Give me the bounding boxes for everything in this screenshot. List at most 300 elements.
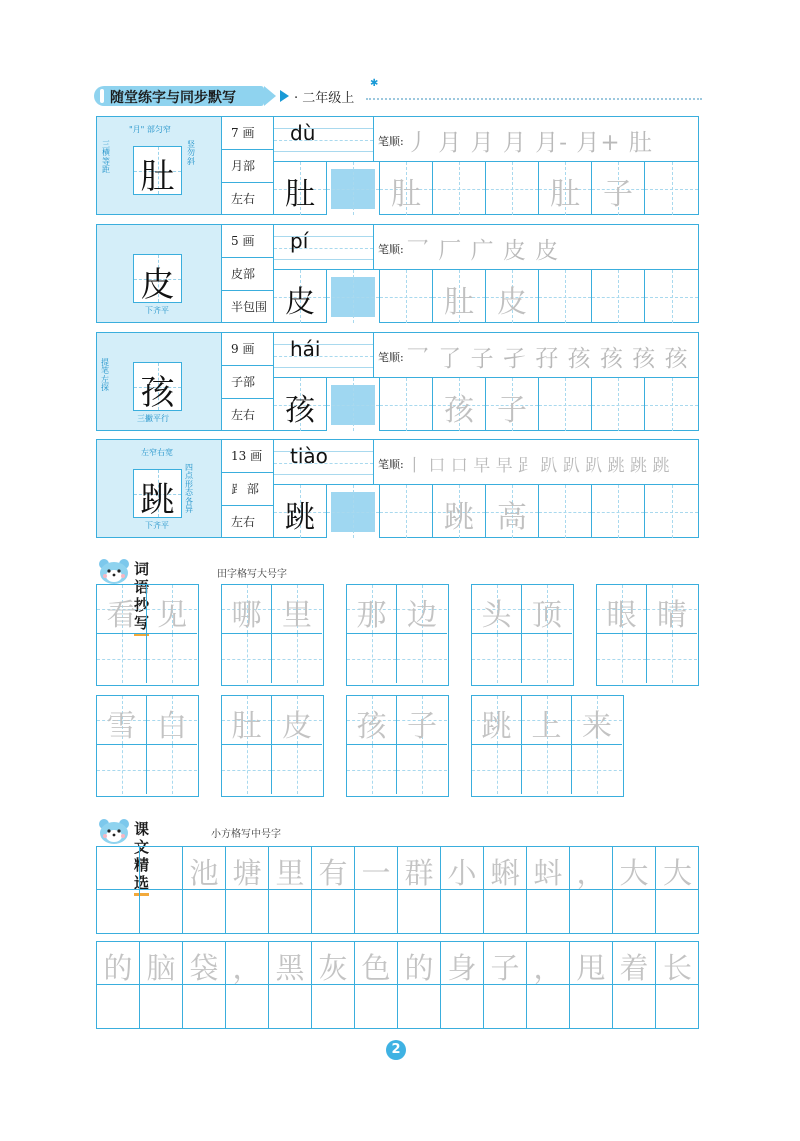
square-cell[interactable]	[97, 890, 140, 933]
practice-cell[interactable]	[327, 162, 380, 215]
header-tab-marker	[100, 89, 104, 103]
square-cell[interactable]	[527, 847, 570, 890]
tianzige-cell[interactable]	[397, 585, 447, 634]
word-character-column	[522, 585, 572, 684]
pinyin-box	[274, 117, 374, 162]
word-copy-box	[596, 584, 699, 686]
character-model-panel	[96, 439, 222, 538]
trace-character: 跳	[444, 500, 474, 535]
practice-row	[274, 162, 699, 215]
word-copy-box	[221, 695, 324, 797]
pinyin-lines	[274, 128, 373, 152]
square-cell[interactable]	[656, 985, 699, 1028]
tianzige-cell[interactable]	[97, 634, 147, 683]
tianzige-cell[interactable]	[272, 585, 322, 634]
trace-character: 黑	[275, 951, 305, 985]
square-cell[interactable]	[140, 942, 183, 985]
square-cell[interactable]	[269, 942, 312, 985]
square-cell[interactable]	[183, 890, 226, 933]
trace-character: 蝌	[490, 856, 520, 890]
trace-character: 有	[318, 856, 348, 890]
model-character: 肚	[140, 157, 175, 197]
trace-character: 群	[404, 856, 434, 890]
square-cell[interactable]	[527, 890, 570, 933]
stroke-order-box	[374, 225, 698, 270]
practice-cell[interactable]	[327, 485, 380, 538]
trace-character: 肚	[550, 177, 580, 212]
info-radical: 皮部	[222, 258, 273, 291]
word-character-column	[147, 585, 197, 684]
square-cell[interactable]	[312, 985, 355, 1028]
trace-character: 见	[157, 598, 187, 633]
square-cell[interactable]	[613, 985, 656, 1028]
tianzige-cell[interactable]	[147, 585, 197, 634]
stroke-order-box	[374, 440, 698, 485]
trace-character: 的	[404, 951, 434, 985]
trace-character: 肚	[444, 285, 474, 320]
character-model-panel	[96, 224, 222, 323]
square-cell[interactable]	[656, 890, 699, 933]
info-structure: 左右	[231, 192, 256, 206]
square-cell[interactable]	[269, 985, 312, 1028]
model-character: 皮	[140, 265, 175, 305]
square-cell[interactable]	[355, 942, 398, 985]
tianzige-cell[interactable]	[347, 634, 397, 683]
square-cell[interactable]	[484, 942, 527, 985]
square-cell[interactable]	[355, 890, 398, 933]
word-character-column	[272, 696, 322, 795]
square-cell[interactable]	[570, 942, 613, 985]
trace-character: 那	[356, 598, 387, 633]
word-character-column	[97, 585, 147, 684]
trace-character: 里	[275, 856, 305, 890]
practice-cell[interactable]	[274, 485, 327, 538]
trace-character: 小	[447, 856, 477, 890]
character-practice-area	[274, 224, 699, 323]
word-copy-box	[346, 695, 449, 797]
page-header	[94, 78, 702, 108]
grid-row	[97, 890, 698, 933]
trace-character: 子	[603, 177, 633, 212]
writing-tip: 提笔左探	[101, 358, 109, 393]
tianzige-cell[interactable]	[522, 745, 572, 794]
trace-character: 皮	[282, 709, 312, 744]
stroke-order-box	[374, 333, 698, 378]
practice-cell[interactable]	[380, 378, 433, 431]
tianzige-cell[interactable]	[397, 745, 447, 794]
tianzige-cell[interactable]	[572, 696, 622, 745]
square-cell[interactable]	[97, 847, 140, 890]
square-cell[interactable]	[355, 847, 398, 890]
writing-tip: 下齐平	[145, 306, 169, 315]
square-cell[interactable]	[312, 847, 355, 890]
word-character-column	[222, 585, 272, 684]
pinyin-lines	[274, 236, 373, 260]
practice-cell[interactable]	[592, 485, 645, 538]
practice-cell[interactable]	[274, 270, 327, 323]
character-model-panel	[96, 116, 222, 215]
tianzige-cell[interactable]	[222, 696, 272, 745]
tianzige-cell[interactable]	[397, 634, 447, 683]
trace-character: 看	[106, 598, 137, 633]
info-structure: 左右	[231, 515, 256, 529]
word-character-column	[272, 585, 322, 684]
practice-cell[interactable]	[539, 162, 592, 215]
word-character-column	[572, 696, 622, 795]
practice-cell[interactable]	[433, 162, 486, 215]
practice-cell[interactable]	[539, 378, 592, 431]
trace-character: 上	[531, 709, 562, 744]
trace-character: 大	[662, 856, 692, 890]
practice-cell[interactable]	[433, 485, 486, 538]
square-cell[interactable]	[484, 890, 527, 933]
practice-cell[interactable]	[592, 162, 645, 215]
trace-character: 哪	[231, 598, 262, 633]
trace-character: 跳	[285, 500, 315, 535]
trace-character: 眼	[606, 598, 637, 633]
model-character: 跳	[140, 480, 175, 520]
character-row	[96, 224, 699, 323]
square-cell[interactable]	[398, 942, 441, 985]
tianzige-cell[interactable]	[472, 585, 522, 634]
trace-character: 着	[619, 951, 649, 985]
pinyin-text: dù	[290, 121, 316, 145]
square-cell[interactable]	[613, 942, 656, 985]
square-cell[interactable]	[398, 847, 441, 890]
square-cell[interactable]	[656, 942, 699, 985]
bear-mascot-icon	[96, 818, 134, 846]
square-cell[interactable]	[398, 890, 441, 933]
word-character-column	[597, 585, 647, 684]
pinyin-box	[274, 333, 374, 378]
pinyin-box	[274, 225, 374, 270]
model-character: 孩	[140, 373, 175, 413]
square-cell[interactable]	[441, 890, 484, 933]
writing-tip: 四点形态各异	[185, 463, 193, 514]
practice-cell[interactable]	[433, 270, 486, 323]
practice-cell[interactable]	[645, 485, 698, 538]
info-radical: 子部	[222, 366, 273, 399]
word-character-column	[347, 585, 397, 684]
bear-mascot-icon	[96, 558, 134, 586]
square-cell[interactable]	[527, 942, 570, 985]
practice-cell[interactable]	[539, 270, 592, 323]
practice-cell[interactable]	[274, 378, 327, 431]
trace-character: 脑	[146, 951, 176, 985]
square-cell[interactable]	[441, 942, 484, 985]
tianzige-model-grid	[133, 362, 182, 411]
stroke-order-label: 笔顺:	[378, 243, 404, 256]
trace-character: 大	[619, 856, 649, 890]
practice-cell[interactable]	[274, 162, 327, 215]
practice-row	[274, 270, 699, 323]
tianzige-cell[interactable]	[522, 585, 572, 634]
square-cell[interactable]	[441, 847, 484, 890]
tianzige-cell[interactable]	[597, 585, 647, 634]
square-cell[interactable]	[312, 890, 355, 933]
tianzige-cell[interactable]	[522, 634, 572, 683]
trace-character: 孩	[356, 709, 387, 744]
trace-character: 长	[662, 951, 692, 985]
tianzige-model-grid	[133, 146, 182, 195]
word-character-column	[347, 696, 397, 795]
practice-cell[interactable]	[486, 485, 539, 538]
practice-cell[interactable]	[327, 270, 380, 323]
info-structure: 半包围	[231, 300, 268, 314]
trace-character: 跳	[481, 709, 512, 744]
pinyin-lines	[274, 344, 373, 368]
trace-character: 甩	[576, 951, 606, 985]
grid-row	[97, 847, 698, 890]
character-info	[222, 439, 274, 538]
practice-row	[274, 378, 699, 431]
info-strokes: 7 画	[222, 117, 273, 150]
info-strokes: 5 画	[222, 225, 273, 258]
tianzige-cell[interactable]	[222, 745, 272, 794]
square-cell[interactable]	[183, 942, 226, 985]
square-cell[interactable]	[97, 942, 140, 985]
words-section-title: 词语抄写	[134, 560, 149, 636]
word-copy-box	[471, 584, 574, 686]
square-cell[interactable]	[441, 985, 484, 1028]
word-copy-box	[471, 695, 624, 797]
tianzige-cell[interactable]	[97, 585, 147, 634]
stroke-order-label: 笔顺:	[378, 458, 404, 471]
word-copy-box	[96, 695, 199, 797]
tianzige-cell[interactable]	[472, 634, 522, 683]
square-cell[interactable]	[355, 985, 398, 1028]
header-divider	[366, 98, 702, 100]
practice-cell[interactable]	[486, 162, 539, 215]
tianzige-cell[interactable]	[272, 745, 322, 794]
tianzige-cell[interactable]	[522, 696, 572, 745]
pinyin-text: hái	[290, 337, 321, 361]
highlight-block	[331, 277, 375, 317]
tianzige-cell[interactable]	[572, 745, 622, 794]
square-cell[interactable]	[269, 890, 312, 933]
trace-character: 子	[490, 951, 520, 985]
word-copy-box	[221, 584, 324, 686]
highlight-block	[331, 169, 375, 209]
square-cell[interactable]	[656, 847, 699, 890]
tianzige-cell[interactable]	[397, 696, 447, 745]
square-grid-block	[96, 846, 699, 934]
trace-character: 蚪	[533, 856, 563, 890]
character-practice-area	[274, 332, 699, 431]
pinyin-text: pí	[290, 229, 309, 253]
square-cell[interactable]	[484, 985, 527, 1028]
square-cell[interactable]	[140, 890, 183, 933]
trace-character: 身	[447, 951, 477, 985]
practice-cell[interactable]	[486, 378, 539, 431]
trace-character: 里	[282, 598, 312, 633]
sparkle-icon: ✱	[370, 78, 379, 89]
tianzige-cell[interactable]	[222, 585, 272, 634]
word-character-column	[472, 696, 522, 795]
highlight-block	[331, 492, 375, 532]
word-copy-box	[346, 584, 449, 686]
square-cell[interactable]	[398, 985, 441, 1028]
trace-character: 色	[361, 951, 391, 985]
character-row	[96, 332, 699, 431]
character-info	[222, 332, 274, 431]
square-cell[interactable]	[613, 890, 656, 933]
square-cell[interactable]	[140, 985, 183, 1028]
practice-cell[interactable]	[539, 485, 592, 538]
tianzige-cell[interactable]	[147, 634, 197, 683]
square-cell[interactable]	[226, 890, 269, 933]
character-model-panel	[96, 332, 222, 431]
square-cell[interactable]	[140, 847, 183, 890]
square-grid-block	[96, 941, 699, 1029]
practice-cell[interactable]	[645, 378, 698, 431]
tianzige-cell[interactable]	[97, 745, 147, 794]
tianzige-cell[interactable]	[472, 696, 522, 745]
word-character-column	[97, 696, 147, 795]
trace-character: 头	[481, 598, 512, 633]
square-cell[interactable]	[97, 985, 140, 1028]
square-cell[interactable]	[183, 985, 226, 1028]
square-cell[interactable]	[183, 847, 226, 890]
practice-cell[interactable]	[380, 270, 433, 323]
trace-character: 顶	[532, 598, 562, 633]
square-cell[interactable]	[570, 847, 613, 890]
header-title: 随堂练字与同步默写	[110, 90, 236, 106]
square-cell[interactable]	[226, 985, 269, 1028]
trace-character: 子	[407, 709, 437, 744]
stroke-order-sequence: 乛 了 子 孑 孖 孩 孩 孩 孩	[406, 346, 689, 372]
stroke-order-label: 笔顺:	[378, 135, 404, 148]
trace-character: 来	[582, 709, 612, 744]
tianzige-cell[interactable]	[647, 634, 697, 683]
header-grade: · 二年级上	[294, 91, 355, 106]
writing-tip: 竖勿斜	[187, 140, 195, 166]
word-copy-box	[96, 584, 199, 686]
practice-cell[interactable]	[380, 485, 433, 538]
tianzige-cell[interactable]	[97, 696, 147, 745]
trace-character: 肚	[231, 709, 262, 744]
square-cell[interactable]	[613, 847, 656, 890]
character-info	[222, 116, 274, 215]
word-character-column	[522, 696, 572, 795]
trace-character: ，	[232, 951, 262, 985]
trace-character: 白	[157, 709, 187, 744]
trace-character: 的	[103, 951, 133, 985]
trace-character: 皮	[497, 285, 527, 320]
tianzige-cell[interactable]	[222, 634, 272, 683]
tianzige-model-grid	[133, 469, 182, 518]
trace-character: 雪	[106, 709, 137, 744]
square-cell[interactable]	[570, 985, 613, 1028]
tianzige-cell[interactable]	[347, 585, 397, 634]
word-character-column	[397, 696, 447, 795]
practice-cell[interactable]	[592, 378, 645, 431]
tianzige-cell[interactable]	[347, 696, 397, 745]
character-practice-area	[274, 116, 699, 215]
trace-character: 灰	[318, 951, 348, 985]
trace-character: 皮	[285, 285, 315, 320]
trace-character: 一	[361, 856, 391, 890]
stroke-order-sequence: 丿 月 月 月 月- 月+ 肚	[406, 130, 653, 156]
word-character-column	[472, 585, 522, 684]
words-section-subtitle: 田字格写大号字	[217, 569, 287, 580]
arrow-icon	[280, 90, 289, 102]
trace-character: ，	[576, 856, 606, 890]
tianzige-cell[interactable]	[147, 696, 197, 745]
grid-row	[97, 942, 698, 985]
trace-character: 高	[497, 500, 527, 535]
square-cell[interactable]	[312, 942, 355, 985]
tianzige-cell[interactable]	[147, 745, 197, 794]
writing-tip: 左窄右宽	[141, 448, 173, 457]
writing-tip: "月" 部匀窄	[129, 125, 171, 134]
trace-character: 肚	[285, 177, 315, 212]
writing-tip: 三撇平行	[137, 414, 169, 423]
pinyin-text: tiào	[290, 444, 328, 468]
writing-tip: 三横等距	[102, 140, 110, 175]
square-cell[interactable]	[527, 985, 570, 1028]
info-radical: 月部	[222, 150, 273, 183]
character-info	[222, 224, 274, 323]
tianzige-cell[interactable]	[347, 745, 397, 794]
stroke-order-box	[374, 117, 698, 162]
trace-character: 塘	[232, 856, 262, 890]
text-section-title: 课文精选	[134, 820, 149, 896]
practice-cell[interactable]	[645, 270, 698, 323]
practice-cell[interactable]	[645, 162, 698, 215]
trace-character: 孩	[285, 393, 315, 428]
square-cell[interactable]	[269, 847, 312, 890]
trace-character: 边	[407, 598, 437, 633]
stroke-order-label: 笔顺:	[378, 351, 404, 364]
square-cell[interactable]	[226, 942, 269, 985]
practice-cell[interactable]	[380, 162, 433, 215]
word-character-column	[147, 696, 197, 795]
square-cell[interactable]	[484, 847, 527, 890]
word-character-column	[647, 585, 697, 684]
tianzige-cell[interactable]	[272, 696, 322, 745]
tianzige-cell[interactable]	[647, 585, 697, 634]
grid-row	[97, 985, 698, 1028]
tianzige-model-grid	[133, 254, 182, 303]
square-cell[interactable]	[570, 890, 613, 933]
writing-tip: 下齐平	[145, 521, 169, 530]
practice-cell[interactable]	[486, 270, 539, 323]
stroke-order-sequence: 乛 厂 广 皮 皮	[406, 238, 560, 264]
pinyin-box	[274, 440, 374, 485]
practice-cell[interactable]	[433, 378, 486, 431]
info-structure: 左右	[231, 408, 256, 422]
page-number: 2	[386, 1040, 406, 1060]
trace-character: 睛	[657, 598, 687, 633]
trace-character: 肚	[391, 177, 421, 212]
trace-character: 子	[497, 393, 527, 428]
info-strokes: 13 画	[222, 440, 273, 473]
tianzige-cell[interactable]	[472, 745, 522, 794]
tianzige-cell[interactable]	[597, 634, 647, 683]
practice-cell[interactable]	[592, 270, 645, 323]
word-character-column	[397, 585, 447, 684]
trace-character: 袋	[189, 951, 219, 985]
character-row	[96, 439, 699, 538]
square-cell[interactable]	[226, 847, 269, 890]
word-character-column	[222, 696, 272, 795]
highlight-block	[331, 385, 375, 425]
practice-cell[interactable]	[327, 378, 380, 431]
info-strokes: 9 画	[222, 333, 273, 366]
stroke-order-sequence: 丨 口 口 早 早 𧾷 趴 趴 趴 跳 跳 跳	[406, 456, 670, 476]
tianzige-cell[interactable]	[272, 634, 322, 683]
